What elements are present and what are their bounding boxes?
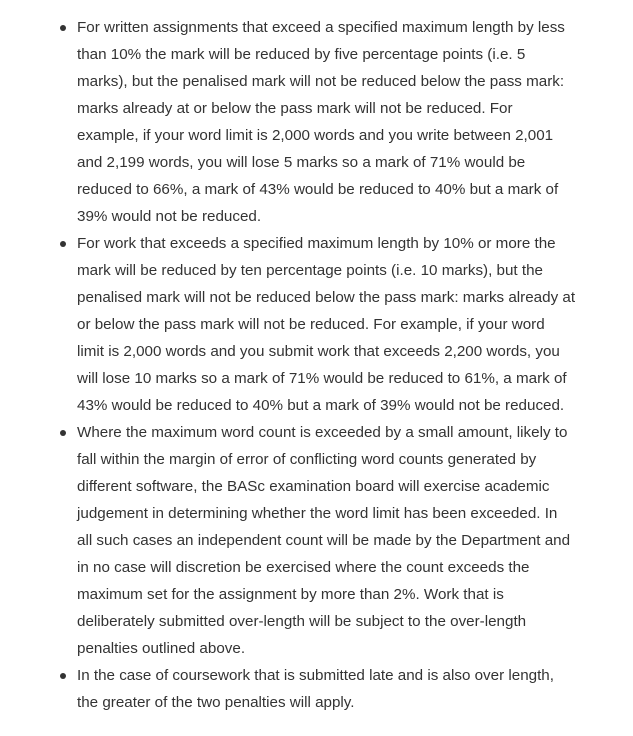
document-body [0, 14, 633, 716]
text-line: 43% would be reduced to 40% but a mark of 39% would not be reduced. [77, 397, 565, 414]
text-line: example, if your word limit is 2,000 words and you write between 2,001 [77, 127, 554, 144]
bullet-text [77, 662, 611, 716]
penalty-rules-list [0, 14, 633, 716]
text-line: marks already at or below the pass mark will not be reduced. For [77, 100, 513, 117]
text-line: will lose 10 marks so a mark of 71% would be reduced to 61%, a mark of [77, 370, 567, 387]
bullet-text [77, 14, 611, 230]
text-line: different software, the BASc examination board will exercise academic [77, 478, 550, 495]
text-line: Where the maximum word count is exceeded by a small amount, likely to [77, 424, 568, 441]
text-line: in no case will discretion be exercised where the count exceeds the [77, 559, 530, 576]
text-line: reduced to 66%, a mark of 43% would be reduced to 40% but a mark of [77, 181, 559, 198]
text-line: or below the pass mark will not be reduced. For example, if your word [77, 316, 545, 333]
text-line: and 2,199 words, you will lose 5 marks so a mark of 71% would be [77, 154, 526, 171]
text-line: For written assignments that exceed a specified maximum length by less [77, 19, 565, 36]
list-item-late-and-over-length [0, 662, 633, 716]
text-line: penalties outlined above. [77, 640, 246, 657]
text-line: fall within the margin of error of conflicting word counts generated by [77, 451, 537, 468]
bullet-dot-icon [60, 430, 66, 436]
text-line: In the case of coursework that is submitted late and is also over length, [77, 667, 554, 684]
bullet-dot-icon [60, 673, 66, 679]
text-line: maximum set for the assignment by more than 2%. Work that is [77, 586, 504, 603]
list-item-under-10-percent [0, 14, 633, 230]
bullet-text [77, 419, 611, 662]
text-line: limit is 2,000 words and you submit work that exceeds 2,200 words, you [77, 343, 560, 360]
bullet-text [77, 230, 611, 419]
bullet-dot-icon [60, 241, 66, 247]
text-line: penalised mark will not be reduced below the pass mark: marks already at [77, 289, 576, 306]
text-line: all such cases an independent count will be made by the Department and [77, 532, 571, 549]
list-item-small-excess [0, 419, 633, 662]
text-line: the greater of the two penalties will apply. [77, 694, 355, 711]
bullet-dot-icon [60, 25, 66, 31]
text-line: For work that exceeds a specified maximum length by 10% or more the [77, 235, 556, 252]
text-line: deliberately submitted over-length will be subject to the over-length [77, 613, 527, 630]
text-line: than 10% the mark will be reduced by five percentage points (i.e. 5 [77, 46, 526, 63]
list-item-10-percent-or-more [0, 230, 633, 419]
text-line: 39% would not be reduced. [77, 208, 262, 225]
text-line: mark will be reduced by ten percentage points (i.e. 10 marks), but the [77, 262, 543, 279]
text-line: judgement in determining whether the word limit has been exceeded. In [77, 505, 558, 522]
text-line: marks), but the penalised mark will not be reduced below the pass mark: [77, 73, 565, 90]
